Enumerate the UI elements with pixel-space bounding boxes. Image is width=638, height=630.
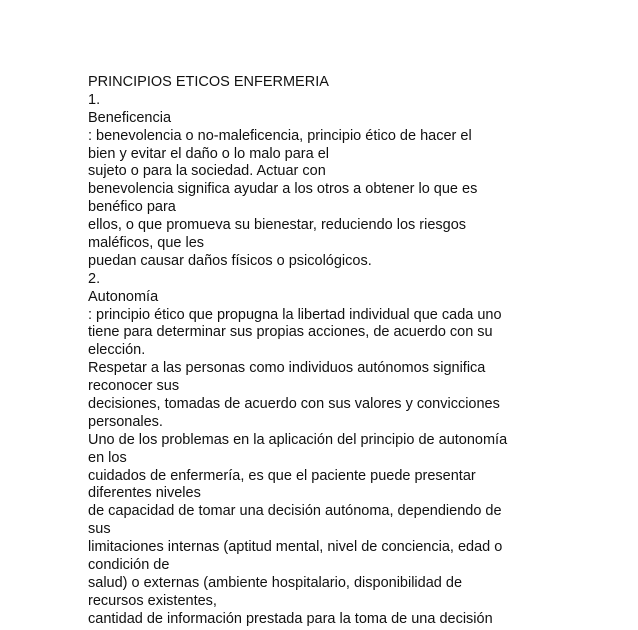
text-line: sus [88,521,111,538]
text-line: puedan causar daños físicos o psicológicos. [88,252,372,269]
text-line: : principio ético que propugna la libertad individual que cada uno [88,306,502,323]
text-line: salud) o externas (ambiente hospitalario, disponibilidad de [88,574,463,591]
text-line: benevolencia significa ayudar a los otros a obtener lo que es [88,181,478,198]
section-number: 1. [88,91,101,108]
text-line: diferentes niveles [88,485,201,502]
section-heading: Beneficencia [88,109,172,126]
text-line: Respetar a las personas como individuos autónomos significa [88,360,486,377]
text-line: bien y evitar el daño o lo malo para el [88,145,330,162]
text-line: recursos existentes, [88,592,217,609]
document-body [88,74,558,629]
text-line: personales. [88,413,163,430]
text-line: : benevolencia o no-maleficencia, principio ético de hacer el [88,127,472,144]
text-line: reconocer sus [88,378,180,395]
text-line: decisiones, tomadas de acuerdo con sus valores y convicciones [88,396,500,413]
text-line: de capacidad de tomar una decisión autónoma, dependiendo de [88,503,502,520]
text-line: en los [88,449,127,466]
text-line: elección. [88,342,146,359]
document-title: PRINCIPIOS ETICOS ENFERMERIA [88,74,329,90]
text-line: benéfico para [88,199,176,216]
text-line: limitaciones internas (aptitud mental, nivel de conciencia, edad o [88,539,503,556]
text-line: cuidados de enfermería, es que el paciente puede presentar [88,467,476,484]
text-line: tiene para determinar sus propias acciones, de acuerdo con su [88,324,493,341]
text-line: maléficos, que les [88,235,205,252]
text-line: sujeto o para la sociedad. Actuar con [88,163,326,180]
section-heading: Autonomía [88,288,159,305]
text-line: cantidad de información prestada para la toma de una decisión [88,610,493,627]
section-number: 2. [88,270,101,287]
text-line: condición de [88,557,170,574]
text-line: Uno de los problemas en la aplicación del principio de autonomía [88,431,508,448]
text-line: ellos, o que promueva su bienestar, reduciendo los riesgos [88,217,467,234]
